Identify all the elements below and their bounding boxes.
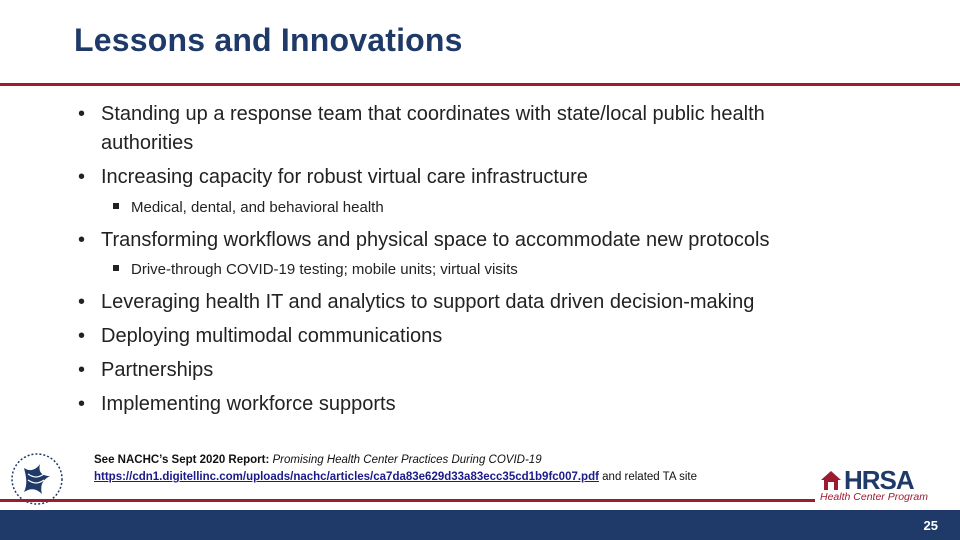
bullet-item — [78, 163, 861, 192]
bullet-dot-icon: • — [78, 229, 86, 251]
hrsa-subtitle: Health Center Program — [820, 491, 928, 503]
bullet-item — [78, 356, 861, 385]
bullet-text: Standing up a response team that coordinates with state/local public health authorities — [101, 103, 765, 154]
report-note — [94, 452, 697, 486]
bullet-item — [78, 226, 861, 255]
bullet-item — [78, 288, 861, 317]
square-bullet-icon — [113, 203, 119, 209]
bullet-dot-icon: • — [78, 325, 86, 347]
report-note-label: See NACHC’s Sept 2020 Report: — [94, 454, 273, 466]
sub-bullet-text: Drive-through COVID-19 testing; mobile units; virtual visits — [131, 261, 518, 278]
report-note-line-2 — [94, 469, 697, 486]
report-link[interactable]: https://cdn1.digitellinc.com/uploads/nachc/articles/ca7da83e629d33a83ecc35cd1b9fc007.pdf — [94, 471, 599, 483]
bullet-dot-icon: • — [78, 393, 86, 415]
report-title: Promising Health Center Practices During COVID-19 — [272, 454, 542, 466]
bullet-text: Increasing capacity for robust virtual care infrastructure — [101, 166, 588, 188]
slide-title: Lessons and Innovations — [74, 22, 463, 58]
bullet-dot-icon: • — [78, 166, 86, 188]
hrsa-wordmark: HRSA — [844, 465, 914, 495]
report-link-suffix: and related TA site — [598, 471, 697, 483]
bullet-item — [78, 390, 861, 419]
bullet-text: Transforming workflows and physical space to accommodate new protocols — [101, 229, 770, 251]
title-divider — [0, 83, 960, 86]
bullet-dot-icon: • — [78, 359, 86, 381]
bullet-item — [78, 100, 861, 158]
sub-bullet-item — [113, 261, 518, 278]
bullet-text: Leveraging health IT and analytics to support data driven decision-making — [101, 291, 755, 313]
bullet-dot-icon: • — [78, 103, 86, 125]
sub-bullet-text: Medical, dental, and behavioral health — [131, 199, 384, 216]
report-note-line-1 — [94, 452, 697, 469]
square-bullet-icon — [113, 265, 119, 271]
footer-divider — [0, 499, 815, 502]
bullet-text: Partnerships — [101, 359, 214, 381]
hrsa-logo — [820, 467, 940, 503]
bullet-item — [78, 322, 861, 351]
page-number: 25 — [923, 518, 938, 533]
bullet-dot-icon: • — [78, 291, 86, 313]
footer-bar — [0, 510, 960, 540]
sub-bullet-item — [113, 199, 384, 216]
bullet-text: Implementing workforce supports — [101, 393, 396, 415]
bullet-text: Deploying multimodal communications — [101, 325, 443, 347]
health-center-house-icon — [820, 469, 842, 491]
